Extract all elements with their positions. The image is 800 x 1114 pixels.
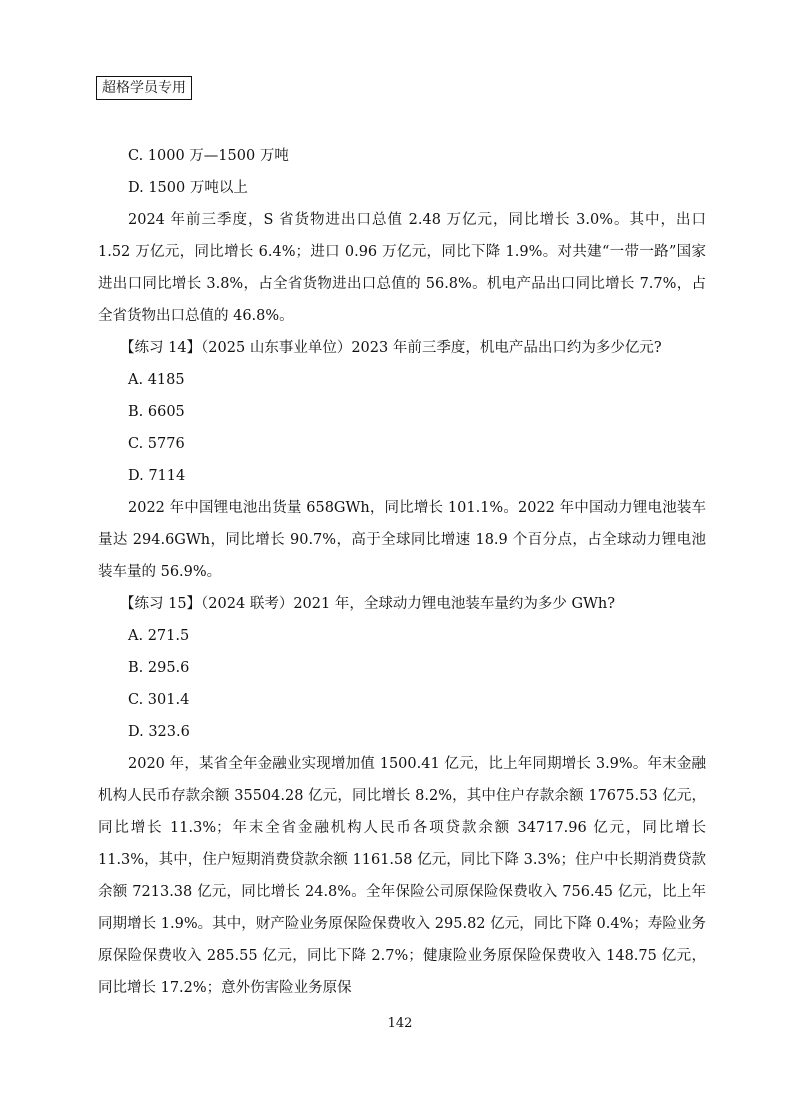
question-14: 【练习 14】（2025 山东事业单位）2023 年前三季度，机电产品出口约为多少亿元? [120, 340, 662, 356]
option-b: B. 295.6 [128, 660, 190, 676]
option-c: C. 301.4 [128, 692, 190, 708]
passage-trade: 2024 年前三季度，S 省货物进出口总值 2.48 万亿元，同比增长 3.0%。其中，出口 1.52 万亿元，同比增长 6.4%；进口 0.96 万亿元，同比下降 1.9%。对共建“一带一路”国家进出口同比增长 3.8%，占全省货物进出口总值的 56.8%。机电产品出口同比增长 7.7%，占全省货物出口总值的 46.8%。 [98, 212, 706, 324]
page-number: 142 [387, 1016, 413, 1031]
option-a: A. 4185 [128, 372, 185, 388]
option-c: C. 1000 万—1500 万吨 [128, 148, 289, 164]
option-d: D. 1500 万吨以上 [128, 180, 248, 196]
option-b: B. 6605 [128, 404, 185, 420]
question-15: 【练习 15】（2024 联考）2021 年，全球动力锂电池装车量约为多少 GWh? [120, 596, 616, 612]
option-a: A. 271.5 [128, 628, 190, 644]
option-d: D. 7114 [128, 468, 186, 484]
student-only-badge: 超格学员专用 [96, 76, 192, 100]
passage-battery: 2022 年中国锂电池出货量 658GWh，同比增长 101.1%。2022 年中国动力锂电池装车量达 294.6GWh，同比增长 90.7%，高于全球同比增速 18.9 个百分点，占全球动力锂电池装车量的 56.9%。 [98, 500, 706, 580]
option-d: D. 323.6 [128, 724, 190, 740]
passage-finance: 2020 年，某省全年金融业实现增加值 1500.41 亿元，比上年同期增长 3.9%。年末金融机构人民币存款余额 35504.28 亿元，同比增长 8.2%，其中住户存款余额 17675.53 亿元，同比增长 11.3%；年末全省金融机构人民币各项贷款余额 34717.96 亿元，同比增长 11.3%，其中，住户短期消费贷款余额 1161.58 亿元，同比下降 3.3%；住户中长期消费贷款余额 7213.38 亿元，同比增长 24.8%。全年保险公司原保险保费收入 756.45 亿元，比上年同期增长 1.9%。其中，财产险业务原保险保费收入 295.82 亿元，同比下降 0.4%；寿险业务原保险保费收入 285.55 亿元，同比下降 2.7%；健康险业务原保险保费收入 148.75 亿元，同比增长 17.2%；意外伤害险业务原保 [98, 756, 706, 996]
page-content [98, 140, 706, 1004]
option-c: C. 5776 [128, 436, 185, 452]
